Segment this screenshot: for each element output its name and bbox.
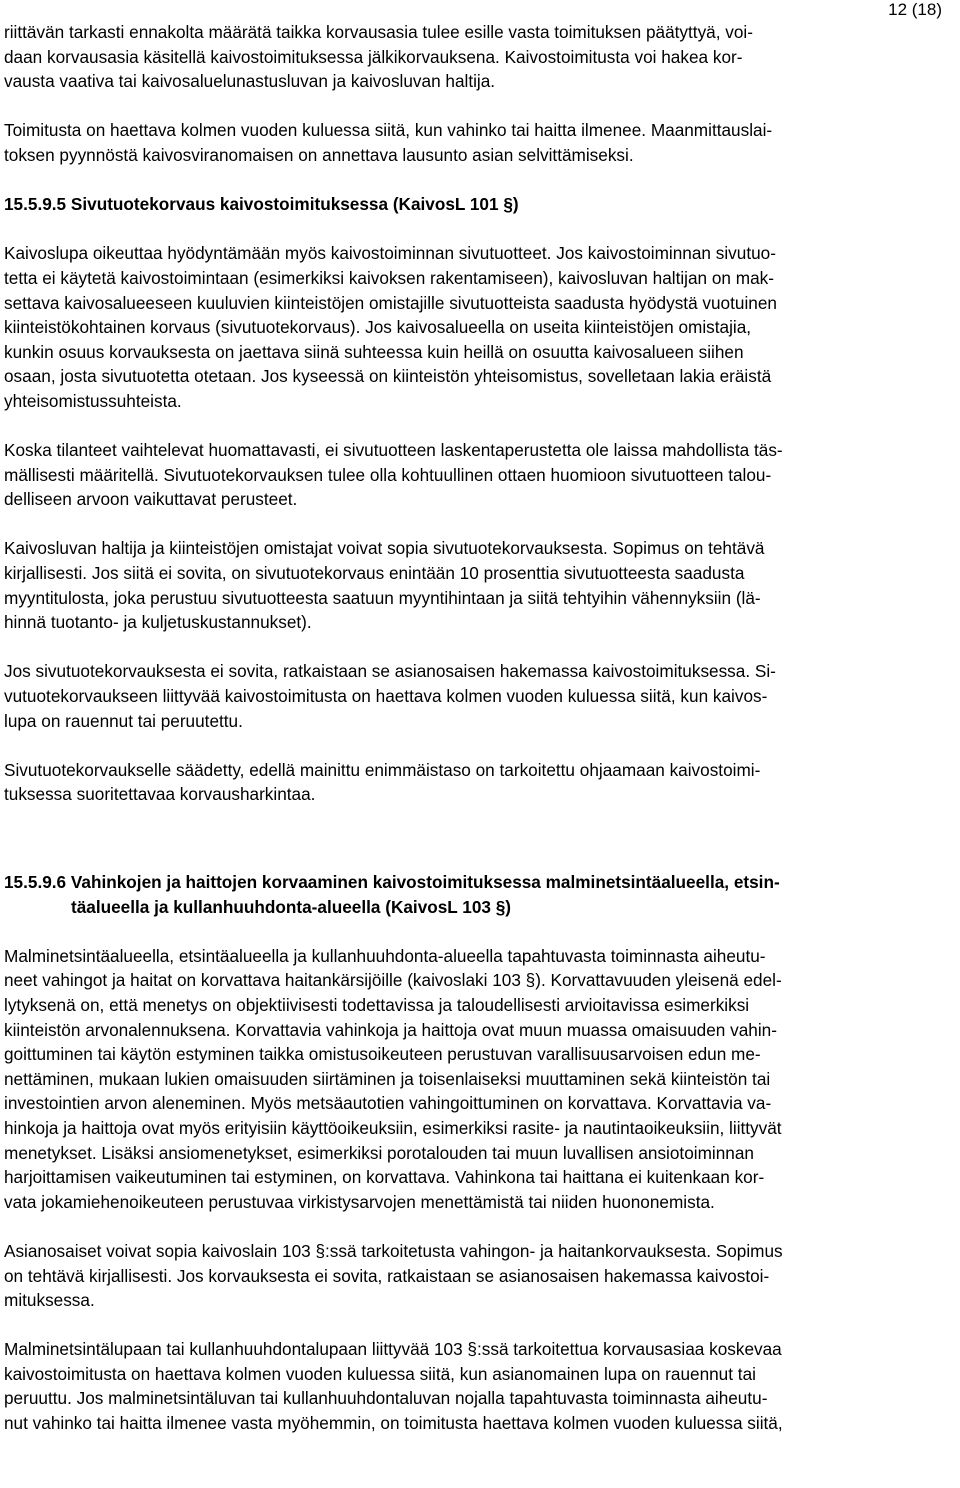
paragraph: [4, 438, 954, 512]
paragraph-line: harjoittamisen vaikeutuminen tai estyminen, on korvattava. Vahinkona tai haittana ei kuitenkaan kor-: [4, 1167, 765, 1188]
section-title-line-2: täalueella ja kullanhuuhdonta-alueella (KaivosL 103: [71, 896, 491, 917]
paragraph: [4, 758, 954, 807]
paragraph-line: vausta vaativa tai kaivosaluelunastusluvan ja kaivosluvan haltija.: [4, 71, 496, 92]
section-symbol: §: [503, 194, 513, 215]
paragraph-line: nut vahinko tai haitta ilmenee vasta myöhemmin, on toimitusta haettava kolmen vuoden kuluessa siitä,: [4, 1413, 783, 1434]
section-heading-15-5-9-5: [4, 192, 954, 217]
section-heading-15-5-9-6: [4, 870, 954, 919]
paragraph-line: Asianosaiset voivat sopia kaivoslain 103 §:ssä tarkoitetusta vahingon- ja haitankorvauksesta. Sopimus: [4, 1240, 783, 1261]
paragraph-line: kirjallisesti. Jos siitä ei sovita, on sivutuotekorvaus enintään 10 prosenttia sivutuotteesta saadusta: [4, 563, 745, 584]
paragraph-line: riittävän tarkasti ennakolta määrätä taikka korvausasia tulee esille vasta toimituksen päätyttyä, voi-: [4, 22, 753, 42]
paragraph: [4, 118, 954, 167]
paragraph-line: Kaivosluvan haltija ja kiinteistöjen omistajat voivat sopia sivutuotekorvauksesta. Sopimus on tehtävä: [4, 538, 765, 559]
document-body: [4, 20, 954, 1460]
paragraph-line: investointien arvon aleneminen. Myös metsäautotien vahingoittuminen on korvattava. Korvattavia va-: [4, 1093, 772, 1114]
section-title-close: ): [505, 896, 512, 917]
section-title-line-2-wrapper: [4, 895, 954, 920]
section-number: 15.5.9.6: [4, 872, 67, 892]
paragraph: [4, 944, 954, 1215]
paragraph-line: Jos sivutuotekorvauksesta ei sovita, ratkaistaan se asianosaisen hakemassa kaivostoimituksessa. Si-: [4, 661, 776, 682]
paragraph-line: kunkin osuus korvauksesta on jaettava siinä suhteessa kuin heillä on osuutta kaivosalueen siihen: [4, 341, 744, 362]
paragraph: [4, 659, 954, 733]
paragraph-line: daan korvausasia käsitellä kaivostoimituksessa jälkikorvauksena. Kaivostoimitusta voi hakea kor-: [4, 46, 743, 67]
paragraph-line: kiinteistökohtainen korvaus (sivutuotekorvaus). Jos kaivosalueella on useita kiinteistöjen omistajia,: [4, 317, 752, 338]
paragraph-group-mid: [4, 241, 954, 807]
paragraph-line: mituksessa.: [4, 1290, 95, 1311]
paragraph-line: settava kaivosalueeseen kuuluvien kiinteistöjen omistajille sivutuotteista saadusta hyödystä vuotuinen: [4, 292, 777, 313]
section-symbol: §: [495, 896, 506, 917]
paragraph: [4, 1239, 954, 1313]
paragraph-line: neet vahingot ja haitat on korvattava haitankärsijöille (kaivoslaki 103 §). Korvattavuuden yleisenä edel-: [4, 970, 782, 991]
paragraph-group-bottom: [4, 944, 954, 1436]
page-number: 12 (18): [888, 0, 942, 19]
paragraph-line: hinkoja ja haittoja ovat myös erityisiin käyttöoikeuksiin, esimerkiksi rasite- ja nautintaoikeuksiin, liittyvät: [4, 1117, 782, 1138]
paragraph-line: lytyksenä on, että menetys on objektiivisesti todettavissa ja taloudellisesti arvioitavissa esimerkiksi: [4, 994, 750, 1015]
paragraph-line: Malminetsintälupaan tai kullanhuuhdontalupaan liittyvää 103 §:ssä tarkoitettua korvausasiaa koskevaa: [4, 1339, 782, 1360]
paragraph-line: osaan, josta sivutuotetta otetaan. Jos kyseessä on kiinteistön yhteisomistus, sovelletaan lakia eräistä: [4, 366, 772, 387]
paragraph-line: Toimitusta on haettava kolmen vuoden kuluessa siitä, kun vahinko tai haitta ilmenee. Maanmittauslai-: [4, 120, 773, 141]
section-title-close: ): [512, 194, 519, 215]
paragraph-line: mällisesti määritellä. Sivutuotekorvauksen tulee olla kohtuullinen ottaen huomioon sivutuotteen talou-: [4, 464, 772, 485]
paragraph-line: myyntitulosta, joka perustuu sivutuotteesta saatuun myyntihintaan ja siitä tehtyihin vähennyksiin (lä-: [4, 587, 761, 608]
paragraph-line: tetta ei käytetä kaivostoimintaan (esimerkiksi kaivoksen rakentamiseen), kaivosluvan haltijan on mak-: [4, 267, 774, 288]
paragraph-line: yhteisomistussuhteista.: [4, 390, 182, 411]
paragraph-line: peruuttu. Jos malminetsintäluvan tai kullanhuuhdontaluvan nojalla tapahtuvasta toiminnasta aiheutu-: [4, 1388, 768, 1409]
section-title-line-1: Vahinkojen ja haittojen korvaaminen kaivostoimituksessa malminetsintäalueella, etsin-: [70, 872, 780, 892]
paragraph: [4, 241, 954, 413]
paragraph-line: goittuminen tai käytön estyminen taikka omistusoikeuteen perustuvan varallisuusarvoisen edun me-: [4, 1044, 761, 1065]
section-number: 15.5.9.5: [4, 194, 67, 215]
paragraph-line: Koska tilanteet vaihtelevat huomattavasti, ei sivutuotteen laskentaperustetta ole laissa mahdollista täs-: [4, 440, 783, 461]
paragraph-line: nettäminen, mukaan lukien omaisuuden siirtäminen ja toisenlaiseksi muuttaminen sekä kiinteistön tai: [4, 1068, 771, 1089]
paragraph-line: toksen pyynnöstä kaivosviranomaisen on annettava lausunto asian selvittämiseksi.: [4, 144, 634, 165]
paragraph-line: on tehtävä kirjallisesti. Jos korvauksesta ei sovita, ratkaistaan se asianosaisen hakemassa kaivostoi-: [4, 1265, 770, 1286]
paragraph-line: hinnä tuotanto- ja kuljetuskustannukset).: [4, 612, 312, 633]
paragraph: [4, 1337, 954, 1435]
paragraph-line: vutuotekorvaukseen liittyvää kaivostoimitusta on haettava kolmen vuoden kuluessa siitä, kun kaivos-: [4, 686, 768, 707]
paragraph: [4, 536, 954, 634]
paragraph-line: lupa on rauennut tai peruutettu.: [4, 710, 243, 731]
section-title: Sivutuotekorvaus kaivostoimituksessa (KaivosL 101: [70, 194, 499, 215]
paragraph-line: Malminetsintäalueella, etsintäalueella ja kullanhuuhdonta-alueella tapahtuvasta toiminnasta aiheutu-: [4, 945, 766, 966]
paragraph-line: kiinteistön arvonalennuksena. Korvattavia vahinkoja ja haittoja ovat muun muassa omaisuuden vahin-: [4, 1019, 777, 1040]
paragraph-line: delliseen arvoon vaikuttavat perusteet.: [4, 489, 298, 510]
paragraph-group-top: [4, 20, 954, 168]
paragraph: [4, 20, 954, 94]
paragraph-line: tuksessa suoritettavaa korvausharkintaa.: [4, 784, 316, 805]
paragraph-line: vata jokamiehenoikeuteen perustuvaa virkistysarvojen menettämistä tai niiden huononemista.: [4, 1191, 715, 1212]
paragraph-line: Kaivoslupa oikeuttaa hyödyntämään myös kaivostoiminnan sivutuotteet. Jos kaivostoiminnan sivutuo-: [4, 243, 776, 264]
paragraph-line: kaivostoimitusta on haettava kolmen vuoden kuluessa siitä, kun asianomainen lupa on rauennut tai: [4, 1363, 756, 1384]
paragraph-line: Sivutuotekorvaukselle säädetty, edellä mainittu enimmäistaso on tarkoitettu ohjaamaan kaivostoimi-: [4, 759, 761, 780]
paragraph-line: menetykset. Lisäksi ansiomenetykset, esimerkiksi porotalouden tai muun luvallisen ansiotoiminnan: [4, 1142, 754, 1163]
